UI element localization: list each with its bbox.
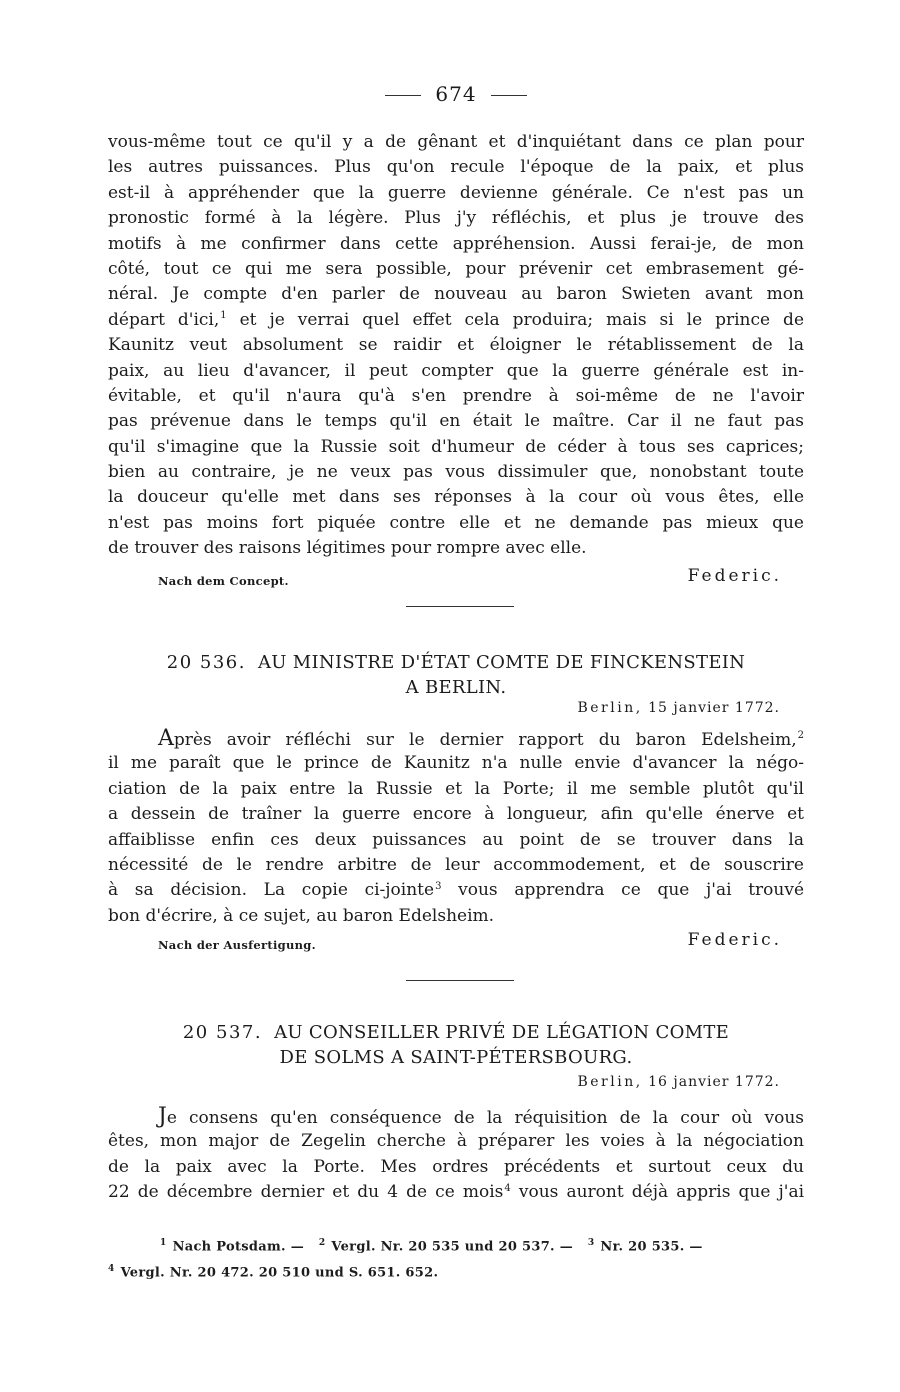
footnote-ref: 3 bbox=[435, 880, 442, 892]
text-line: nécessité de le rendre arbitre de leur accommodement, et de souscrire bbox=[108, 854, 804, 875]
text-line: de la paix avec la Porte. Mes ordres précédents et surtout ceux du bbox=[108, 1156, 804, 1177]
footnote-ref: 4 bbox=[504, 1182, 511, 1194]
initial-letter: A bbox=[158, 726, 174, 751]
footnote-text: Vergl. Nr. 20 472. 20 510 und S. 651. 652. bbox=[120, 1265, 439, 1281]
text-line: est-il à appréhender que la guerre devienne générale. Ce n'est pas un bbox=[108, 182, 804, 203]
page-header bbox=[108, 82, 804, 106]
letter-number: 20 536. bbox=[166, 652, 246, 673]
footnote-mark: 2 bbox=[318, 1238, 326, 1248]
date-value: 15 janvier 1772. bbox=[648, 700, 780, 716]
text-line-with-footnote bbox=[108, 1180, 804, 1205]
section-divider bbox=[406, 606, 514, 607]
heading-location: A BERLIN. bbox=[405, 677, 507, 698]
page-number: 674 bbox=[435, 82, 477, 106]
initial-letter: J bbox=[158, 1104, 167, 1129]
source-note: Nach dem Concept. bbox=[158, 574, 289, 588]
footnote-ref: 2 bbox=[797, 730, 804, 742]
text-line: êtes, mon major de Zegelin cherche à préparer les voies à la négociation bbox=[108, 1131, 804, 1152]
text-line: a dessein de traîner la guerre encore à longueur, afin qu'elle énerve et bbox=[108, 804, 804, 825]
heading-line bbox=[108, 650, 804, 675]
header-dash-right bbox=[491, 95, 527, 96]
text-line-with-footnote bbox=[108, 878, 804, 903]
date-city: Berlin, bbox=[577, 700, 643, 716]
text-segment: départ d'ici, bbox=[108, 309, 220, 330]
text-line-first bbox=[108, 1104, 804, 1129]
text-segment: à sa décision. La copie ci-jointe bbox=[108, 880, 435, 901]
letter-body-20537 bbox=[108, 1104, 804, 1206]
signature: Federic. bbox=[687, 566, 782, 586]
footnote-text: Nr. 20 535. — bbox=[600, 1239, 703, 1255]
letter-footer-20536 bbox=[108, 930, 804, 956]
text-line: vous-même tout ce qu'il y a de gênant et d'inquiétant dans ce plan pour bbox=[108, 132, 804, 152]
heading-line bbox=[108, 1020, 804, 1045]
text-segment: vous apprendra ce que j'ai trouvé bbox=[458, 880, 805, 901]
dateline-20536 bbox=[577, 700, 780, 716]
text-line: bien au contraire, je ne veux pas vous dissimuler que, nonobstant toute bbox=[108, 462, 804, 483]
text-line: il me paraît que le prince de Kaunitz n'a nulle envie d'avancer la négo- bbox=[108, 753, 804, 774]
heading-recipient: AU CONSEILLER PRIVÉ DE LÉGATION COMTE bbox=[274, 1022, 730, 1043]
text-segment: vous auront déjà appris que j'ai bbox=[518, 1182, 805, 1203]
text-segment: e consens qu'en conséquence de la réquisition de la cour où vous bbox=[166, 1108, 804, 1128]
text-line: paix, au lieu d'avancer, il peut compter que la guerre générale est in- bbox=[108, 360, 804, 381]
heading-location: DE SOLMS A SAINT-PÉTERSBOURG. bbox=[279, 1047, 633, 1068]
heading-recipient: AU MINISTRE D'ÉTAT COMTE DE FINCKENSTEIN bbox=[257, 652, 746, 673]
text-line: pronostic formé à la légère. Plus j'y réfléchis, et plus je trouve des bbox=[108, 208, 804, 229]
text-segment: et je verrai quel effet cela produira; mais si le prince de bbox=[239, 309, 804, 330]
letter-number: 20 537. bbox=[182, 1022, 263, 1043]
footnote-text: Vergl. Nr. 20 535 und 20 537. — bbox=[331, 1239, 573, 1255]
text-segment: près avoir réfléchi sur le dernier rapport du baron Edelsheim, bbox=[173, 730, 797, 750]
continued-letter-body bbox=[108, 130, 804, 562]
text-line: qu'il s'imagine que la Russie soit d'humeur de céder à tous ses caprices; bbox=[108, 436, 804, 457]
text-line-first bbox=[108, 726, 804, 751]
date-value: 16 janvier 1772. bbox=[648, 1074, 780, 1090]
footnote-text: Nach Potsdam. — bbox=[172, 1239, 305, 1255]
text-segment: 22 de décembre dernier et du 4 de ce mois bbox=[108, 1182, 504, 1203]
text-line: Kaunitz veut absolument se raidir et éloigner le rétablissement de la bbox=[108, 335, 804, 356]
letter-heading-20536 bbox=[108, 650, 804, 700]
continued-letter-footer bbox=[108, 566, 804, 592]
text-line: néral. Je compte d'en parler de nouveau au baron Swieten avant mon bbox=[108, 284, 804, 305]
footnote-ref: 1 bbox=[220, 310, 227, 322]
footnote-mark: 3 bbox=[587, 1238, 595, 1248]
text-line: côté, tout ce qui me sera possible, pour prévenir cet embrasement gé- bbox=[108, 258, 804, 279]
text-line: motifs à me confirmer dans cette appréhension. Aussi ferai-je, de mon bbox=[108, 233, 804, 254]
text-line: ciation de la paix entre la Russie et la Porte; il me semble plutôt qu'il bbox=[108, 778, 804, 799]
date-city: Berlin, bbox=[577, 1074, 643, 1090]
footnote-line bbox=[108, 1258, 804, 1284]
signature: Federic. bbox=[687, 930, 782, 950]
text-line: de trouver des raisons légitimes pour rompre avec elle. bbox=[108, 538, 587, 559]
text-line: évitable, et qu'il n'aura qu'à s'en prendre à soi-même de ne l'avoir bbox=[108, 385, 804, 406]
dateline-20537 bbox=[577, 1074, 780, 1090]
text-line: pas prévenue dans le temps qu'il en était le maître. Car il ne faut pas bbox=[108, 411, 804, 432]
footnote-mark: 1 bbox=[160, 1238, 167, 1248]
footnote-line bbox=[108, 1232, 804, 1258]
text-line: n'est pas moins fort piquée contre elle et ne demande pas mieux que bbox=[108, 512, 804, 533]
footnotes bbox=[108, 1232, 804, 1285]
header-dash-left bbox=[385, 95, 421, 96]
text-line: affaiblisse enfin ces deux puissances au point de se trouver dans la bbox=[108, 829, 804, 850]
letter-heading-20537 bbox=[108, 1020, 804, 1070]
letter-body-20536 bbox=[108, 726, 804, 929]
source-note: Nach der Ausfertigung. bbox=[158, 938, 316, 952]
text-line: les autres puissances. Plus qu'on recule l'époque de la paix, et plus bbox=[108, 157, 804, 178]
text-line-with-footnote bbox=[108, 308, 804, 333]
page bbox=[108, 0, 804, 1392]
text-line: bon d'écrire, à ce sujet, au baron Edelsheim. bbox=[108, 905, 495, 926]
footnote-mark: 4 bbox=[108, 1264, 115, 1275]
text-line: la douceur qu'elle met dans ses réponses à la cour où vous êtes, elle bbox=[108, 487, 804, 508]
section-divider bbox=[406, 980, 514, 981]
